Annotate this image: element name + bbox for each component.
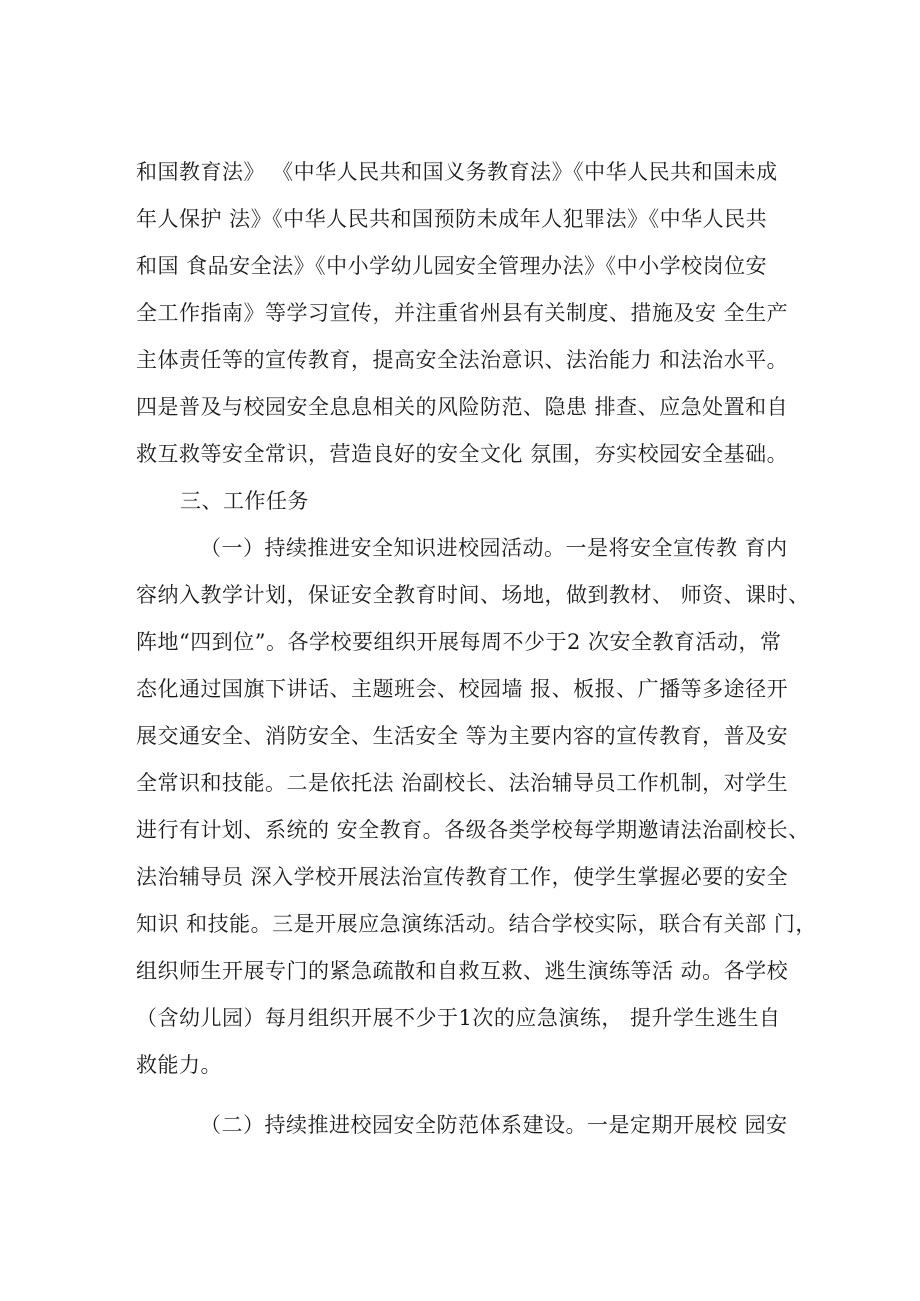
text-line: 容纳入教学计划，保证安全教育时间、场地，做到教材、 师资、课时、 — [136, 583, 810, 607]
section-heading: 三、工作任务 — [180, 489, 309, 513]
text-line: 进行有计划、系统的 安全教育。各级各类学校每学期邀请法治副校长、 — [136, 818, 810, 842]
text-line: 和国教育法》 《中华人民共和国义务教育法》《中华人民共和国未成 — [136, 160, 778, 184]
text-line: 救互救等安全常识，营造良好的安全文化 氛围，夯实校园安全基础。 — [136, 442, 789, 466]
text-line: 组织师生开展专门的紧急疏散和自救互救、逃生演练等活 动。各学校 — [136, 959, 789, 983]
text-line: 和国 食品安全法》《中小学幼儿园安全管理办法》《中小学校岗位安 — [136, 254, 768, 278]
paragraph-first-line: （二）持续推进校园安全防范体系建设。一是定期开展校 园安 — [200, 1113, 788, 1137]
text-line: 年人保护 法》《中华人民共和国预防未成年人犯罪法》《中华人民共 — [136, 207, 768, 231]
text-line: 知识 和技能。三是开展应急演练活动。结合学校实际，联合有关部 门， — [136, 912, 817, 936]
text-line: 展交通安全、消防安全、生活安全 等为主要内容的宣传教育，普及安 — [136, 724, 789, 748]
text-line: 阵地“四到位”。各学校要组织开展每周不少于2 次安全教育活动，常 — [136, 630, 782, 654]
text-line: 救能力。 — [136, 1053, 222, 1077]
paragraph-first-line: （一）持续推进安全知识进校园活动。一是将安全宣传教 育内 — [200, 536, 788, 560]
text-line: 法治辅导员 深入学校开展法治宣传教育工作，使学生掌握必要的安全 — [136, 865, 789, 889]
text-line: 四是普及与校园安全息息相关的风险防范、隐患 排查、应急处置和自 — [136, 395, 789, 419]
text-line: （含幼儿园）每月组织开展不少于1次的应急演练， 提升学生逃生自 — [136, 1006, 781, 1030]
text-line: 全工作指南》等学习宣传，并注重省州县有关制度、措施及安 全生产 — [136, 301, 789, 325]
text-line: 主体责任等的宣传教育，提高安全法治意识、法治能力 和法治水平。 — [136, 348, 789, 372]
text-line: 全常识和技能。二是依托法 治副校长、法治辅导员工作机制，对学生 — [136, 771, 789, 795]
text-line: 态化通过国旗下讲话、主题班会、校园墙 报、板报、广播等多途径开 — [136, 677, 789, 701]
